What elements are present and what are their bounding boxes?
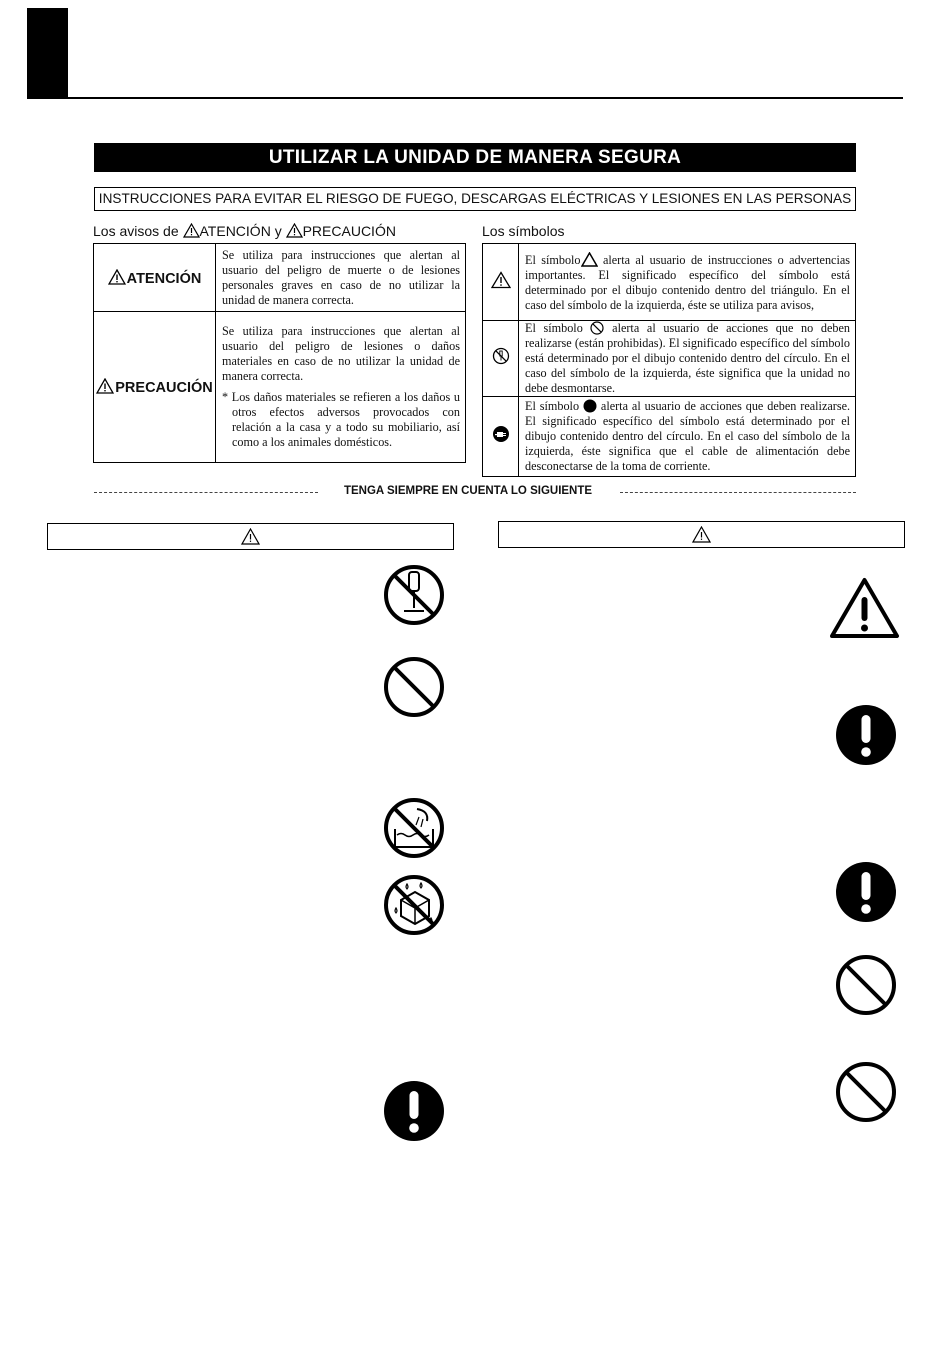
symbol-text-before: El símbolo — [525, 252, 581, 267]
warning-triangle-icon — [692, 526, 711, 543]
unplug-icon — [492, 425, 510, 443]
mandatory-icon — [835, 861, 897, 923]
precaucion-label: PRECAUCIÓN — [115, 380, 213, 396]
warnings-heading-prefix: Los avisos de — [93, 223, 179, 239]
warning-triangle-icon — [286, 223, 303, 238]
symbol-icon-cell — [483, 321, 519, 397]
symbol-text-before: El símbolo — [525, 321, 583, 335]
warning-triangle-icon — [96, 378, 114, 394]
prohibited-icon — [835, 954, 897, 1016]
symbol-prohibited-text: alerta al usuario de acciones que no deben realizarse (están prohibidas). El significado específico del símbolo está determinado por el dibujo contenido dentro del círculo. En el caso del símbolo de la izquierda, éste significa que la unidad no debe desmontarse. — [525, 321, 851, 395]
warning-triangle-icon — [581, 252, 598, 267]
symbol-prohibited-description — [519, 321, 856, 397]
warnings-heading-y: y — [274, 223, 282, 239]
warnings-heading-precaucion: PRECAUCIÓN — [302, 223, 396, 239]
symbol-row-triangle — [483, 244, 856, 321]
no-moisture-icon — [383, 874, 445, 936]
warning-triangle-icon — [183, 223, 200, 238]
precaucion-description — [216, 312, 466, 463]
top-rule — [27, 97, 903, 99]
symbol-triangle-description — [519, 244, 856, 321]
symbols-table — [482, 243, 856, 477]
precaucion-text: Se utiliza para instrucciones que alertan al usuario del peligro de lesiones o daños materiales en caso de no utilizar la unidad de manera correcta. — [222, 324, 460, 383]
symbol-icon-cell — [483, 397, 519, 477]
no-disassembly-icon — [492, 347, 510, 365]
mandatory-icon — [835, 704, 897, 766]
no-disassembly-icon — [383, 564, 445, 626]
warning-triangle-icon — [108, 269, 126, 285]
left-column-header — [47, 523, 454, 550]
warning-row-atencion — [94, 244, 466, 312]
page-title: UTILIZAR LA UNIDAD DE MANERA SEGURA — [94, 143, 856, 172]
symbols-heading: Los símbolos — [482, 223, 565, 239]
dashed-divider-right — [620, 492, 856, 493]
symbol-icon-cell — [483, 244, 519, 321]
warnings-table — [93, 243, 466, 463]
prohibited-icon — [383, 656, 445, 718]
symbol-mandatory-text: alerta al usuario de acciones que deben realizarse. El significado específico del símbolo está determinado por el dibujo contenido dentro del círculo. En el caso del símbolo de la izquierda, éste significa que el cable de alimentación debe desconectarse de la toma de corriente. — [525, 399, 851, 473]
atencion-text: Se utiliza para instrucciones que alertan al usuario del peligro de muerte o de lesiones personales graves en caso de no utilizar la unidad de manera correcta. — [222, 247, 460, 307]
symbol-mandatory-description — [519, 397, 856, 477]
precaucion-label-cell — [94, 312, 216, 463]
symbol-row-prohibited — [483, 321, 856, 397]
warning-triangle-icon — [829, 577, 900, 639]
right-column-header — [498, 521, 905, 548]
always-remember-label: TENGA SIEMPRE EN CUENTA LO SIGUIENTE — [343, 485, 593, 497]
warning-triangle-icon — [491, 271, 511, 289]
prohibited-icon — [835, 1061, 897, 1123]
dashed-divider-left — [94, 492, 318, 493]
precaucion-note: * Los daños materiales se refieren a los daños u otros efectos adversos provocados con relación a la casa y a todo su mobiliario, así como a los animales domésticos. — [222, 390, 460, 449]
atencion-label-cell — [94, 244, 216, 312]
mandatory-dot-icon — [583, 399, 597, 413]
warning-row-precaucion — [94, 312, 466, 463]
prohibited-icon — [590, 321, 604, 335]
mandatory-icon — [383, 1080, 445, 1142]
corner-tab — [27, 8, 68, 99]
warnings-heading — [93, 222, 396, 240]
warning-triangle-icon — [241, 528, 260, 545]
warnings-heading-atencion: ATENCIÓN — [199, 223, 271, 239]
atencion-label: ATENCIÓN — [126, 270, 202, 287]
symbol-text-before: El símbolo — [525, 399, 580, 413]
symbol-triangle-text: alerta al usuario de instrucciones o advertencias importantes. El significado específico del símbolo está determinado por el dibujo contenido dentro del triángulo. En el caso del símbolo de la izquierda, éste se utiliza para avisos, — [525, 252, 850, 312]
no-water-icon — [383, 797, 445, 859]
symbol-row-mandatory — [483, 397, 856, 477]
page-subtitle: INSTRUCCIONES PARA EVITAR EL RIESGO DE FUEGO, DESCARGAS ELÉCTRICAS Y LESIONES EN LAS PERSONAS — [94, 187, 856, 211]
atencion-description — [216, 244, 466, 312]
